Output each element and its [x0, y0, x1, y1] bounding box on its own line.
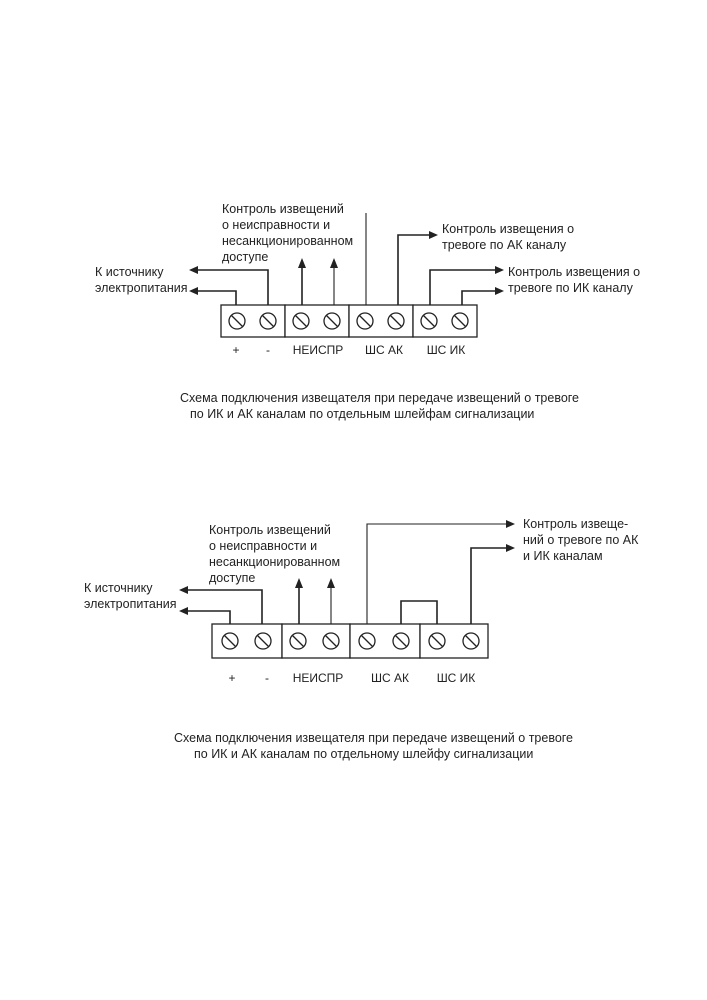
ak-alarm-label: Контроль извещения о	[442, 222, 575, 236]
arrow-right-icon	[495, 287, 504, 295]
alarm-label: и ИК каналам	[523, 549, 603, 563]
fault-label: о неисправности и	[222, 218, 331, 232]
screw-terminal	[452, 313, 468, 329]
screw-terminal	[357, 313, 373, 329]
fault-wires	[295, 578, 335, 624]
arrow-right-icon	[506, 544, 515, 552]
fault-label: доступе	[222, 250, 269, 264]
screw-terminal	[359, 633, 375, 649]
screw-terminal	[260, 313, 276, 329]
terminal-label-plus: +	[232, 343, 240, 357]
diagram-caption: по ИК и АК каналам по отдельному шлейфу сигнализации	[194, 747, 534, 761]
arrow-left-icon	[179, 607, 188, 615]
power-label: электропитания	[84, 597, 177, 611]
terminal-block	[221, 305, 477, 337]
diagram-caption: Схема подключения извещателя при передаче извещений о тревоге	[180, 391, 580, 405]
arrow-left-icon	[189, 287, 198, 295]
screw-terminal	[429, 633, 445, 649]
terminal-label-minus: -	[266, 343, 270, 357]
fault-label: несанкционированном	[209, 555, 341, 569]
terminal-block	[212, 624, 488, 658]
terminal-label-plus: +	[228, 671, 236, 685]
terminal-label-shs-ak: ШС АК	[365, 343, 403, 357]
power-label: электропитания	[95, 281, 188, 295]
arrow-right-icon	[506, 520, 515, 528]
terminal-label-fault: НЕИСПР	[292, 343, 344, 357]
shs-ik-wires	[430, 266, 504, 305]
power-wires	[179, 586, 262, 624]
power-wires	[189, 266, 268, 305]
arrow-up-icon	[330, 258, 338, 268]
diagram-caption: Схема подключения извещателя при передаче извещений о тревоге	[174, 731, 574, 745]
ik-alarm-label: тревоге по ИК каналу	[508, 281, 633, 295]
fault-label: Контроль извещений	[209, 523, 331, 537]
arrow-left-icon	[189, 266, 198, 274]
arrow-right-icon	[429, 231, 438, 239]
terminal-label-fault: НЕИСПР	[292, 671, 344, 685]
ik-alarm-label: Контроль извещения о	[508, 265, 641, 279]
fault-label: доступе	[209, 571, 256, 585]
screw-terminal	[324, 313, 340, 329]
alarm-label: ний о тревоге по АК	[523, 533, 639, 547]
screw-terminal	[290, 633, 306, 649]
arrow-up-icon	[327, 578, 335, 588]
jumper-wire	[401, 601, 437, 624]
terminal-label-shs-ak: ШС АК	[371, 671, 409, 685]
arrow-up-icon	[298, 258, 306, 268]
arrow-right-icon	[495, 266, 504, 274]
arrow-left-icon	[179, 586, 188, 594]
power-label: К источнику	[84, 581, 153, 595]
fault-label: Контроль извещений	[222, 202, 344, 216]
diagram-separate-loops	[95, 202, 640, 421]
terminal-label-minus: -	[265, 671, 269, 685]
ak-alarm-label: тревоге по АК каналу	[442, 238, 567, 252]
screw-terminal	[229, 313, 245, 329]
screw-terminal	[388, 313, 404, 329]
diagram-single-loop	[84, 517, 639, 761]
screw-terminal	[421, 313, 437, 329]
terminal-label-shs-ik: ШС ИК	[436, 671, 476, 685]
fault-wires	[298, 258, 338, 305]
arrow-up-icon	[295, 578, 303, 588]
screw-terminal	[222, 633, 238, 649]
fault-label: несанкционированном	[222, 234, 354, 248]
terminal-label-shs-ik: ШС ИК	[426, 343, 466, 357]
screw-terminal	[255, 633, 271, 649]
screw-terminal	[393, 633, 409, 649]
diagram-caption: по ИК и АК каналам по отдельным шлейфам сигнализации	[190, 407, 535, 421]
screw-terminal	[293, 313, 309, 329]
screw-terminal	[323, 633, 339, 649]
alarm-label: Контроль извеще-	[523, 517, 629, 531]
screw-terminal	[463, 633, 479, 649]
fault-label: о неисправности и	[209, 539, 318, 553]
loop-wires	[367, 520, 515, 624]
shs-ak-wires	[366, 213, 438, 305]
power-label: К источнику	[95, 265, 164, 279]
